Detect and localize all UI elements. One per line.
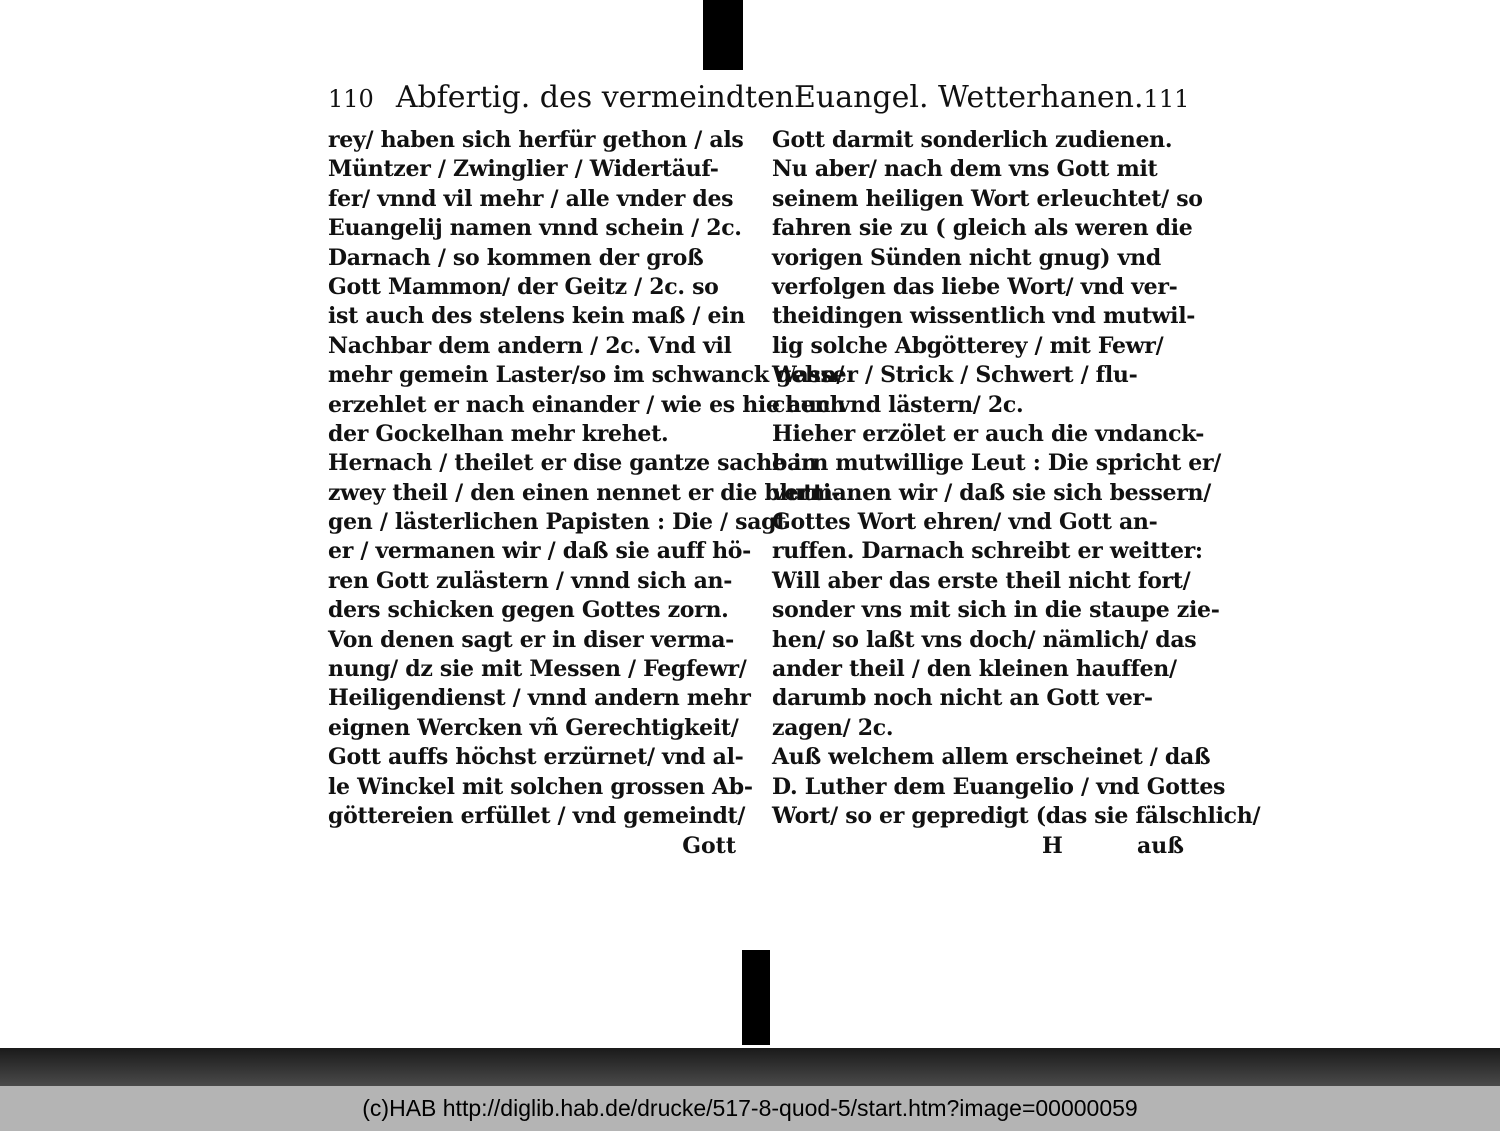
text-line: darumb noch nicht an Gott ver- — [772, 685, 1153, 712]
text-line: seinem heiligen Wort erleuchtet/ so — [772, 185, 1203, 212]
text-line: sonder vns mit sich in die staupe zie- — [772, 597, 1220, 624]
text-line: nung/ dz sie mit Messen / Fegfewr/ — [328, 656, 747, 683]
left-page-number: 110 — [328, 85, 374, 113]
text-line: ren Gott zulästern / vnnd sich an- — [328, 567, 733, 594]
text-line: Wasser / Strick / Schwert / flu- — [772, 362, 1138, 389]
text-line: lig solche Abgötterey / mit Fewr/ — [772, 332, 1164, 359]
text-line: Will aber das erste theil nicht fort/ — [772, 567, 1191, 594]
text-line: vermanen wir / daß sie sich bessern/ — [772, 479, 1211, 506]
text-line: er / vermanen wir / daß sie auff hö- — [328, 538, 751, 565]
right-page-text — [772, 126, 1261, 831]
text-line: hen/ so laßt vns doch/ nämlich/ das — [772, 626, 1197, 653]
text-line: theidingen wissentlich vnd mutwil- — [772, 303, 1196, 330]
text-line: fer/ vnnd vil mehr / alle vnder des — [328, 185, 734, 212]
text-line: vorigen Sünden nicht gnug) vnd — [772, 244, 1161, 271]
signature-mark: H — [1042, 833, 1063, 860]
text-line: ander theil / den kleinen hauffen/ — [772, 656, 1177, 683]
gutter-shadow-bottom — [742, 950, 770, 1045]
text-line: Von denen sagt er in diser verma- — [328, 626, 735, 653]
right-page-footer — [772, 831, 1184, 861]
copyright-caption: (c)HAB http://diglib.hab.de/drucke/517-8-quod-5/start.htm?image=00000059 — [362, 1095, 1138, 1121]
text-line: Darnach / so kommen der groß — [328, 244, 704, 271]
right-running-head: Euangel. Wetterhanen. — [794, 80, 1144, 115]
text-line: gen / lästerlichen Papisten : Die / sagt — [328, 509, 787, 536]
text-line: zwey theil / den einen nennet er die blutti- — [328, 479, 840, 506]
text-line: zagen/ 2c. — [772, 714, 894, 741]
text-line: Müntzer / Zwinglier / Widertäuf- — [328, 156, 719, 183]
text-line: chen vnd lästern/ 2c. — [772, 391, 1024, 418]
right-page-header — [772, 80, 1190, 126]
left-running-head: Abfertig. des vermeindten — [395, 80, 795, 115]
text-line: mehr gemein Laster/so im schwanck gehn/ — [328, 362, 845, 389]
text-line: rey/ haben sich herfür gethon / als — [328, 127, 744, 153]
text-line: ist auch des stelens kein maß / ein — [328, 303, 745, 330]
text-line: D. Luther dem Euangelio / vnd Gottes — [772, 773, 1226, 800]
text-line: le Winckel mit solchen grossen Ab- — [328, 773, 753, 800]
text-line: barn mutwillige Leut : Die spricht er/ — [772, 450, 1222, 477]
text-line: ders schicken gegen Gottes zorn. — [328, 597, 729, 624]
text-line: Gott Mammon/ der Geitz / 2c. so — [328, 273, 719, 300]
text-line: Wort/ so er gepredigt (das sie fälschlich/ — [772, 802, 1261, 829]
left-page-footer — [328, 831, 736, 861]
text-line: erzehlet er nach einander / wie es hie auch — [328, 391, 846, 418]
text-line: Gott darmit sonderlich zudienen. — [772, 127, 1173, 153]
gutter-shadow-top — [703, 0, 743, 70]
text-line: göttereien erfüllet / vnd gemeindt/ — [328, 802, 746, 829]
text-line: Hernach / theilet er dise gantze sache in — [328, 450, 817, 477]
right-page-number: 111 — [1143, 85, 1190, 113]
copyright-caption-bar — [0, 1086, 1500, 1131]
text-line: Hieher erzölet er auch die vndanck- — [772, 420, 1205, 447]
text-line: der Gockelhan mehr krehet. — [328, 420, 669, 447]
scan-edge-band — [0, 1048, 1500, 1086]
text-line: Gott auffs höchst erzürnet/ vnd al- — [328, 744, 744, 771]
text-line: Auß welchem allem erscheinet / daß — [772, 744, 1211, 771]
left-page-header — [328, 80, 795, 126]
text-line: verfolgen das liebe Wort/ vnd ver- — [772, 273, 1178, 300]
text-line: Nu aber/ nach dem vns Gott mit — [772, 156, 1158, 183]
left-catchword: Gott — [682, 833, 736, 860]
text-line: Euangelij namen vnnd schein / 2c. — [328, 215, 742, 242]
right-page — [772, 80, 1261, 861]
text-line: Gottes Wort ehren/ vnd Gott an- — [772, 509, 1158, 536]
text-line: eignen Wercken vñ Gerechtigkeit/ — [328, 714, 739, 741]
text-line: fahren sie zu ( gleich als weren die — [772, 215, 1193, 242]
text-line: Heiligendienst / vnnd andern mehr — [328, 685, 751, 712]
text-line: ruffen. Darnach schreibt er weitter: — [772, 538, 1203, 565]
text-line: Nachbar dem andern / 2c. Vnd vil — [328, 332, 732, 359]
right-catchword: auß — [1137, 833, 1184, 860]
